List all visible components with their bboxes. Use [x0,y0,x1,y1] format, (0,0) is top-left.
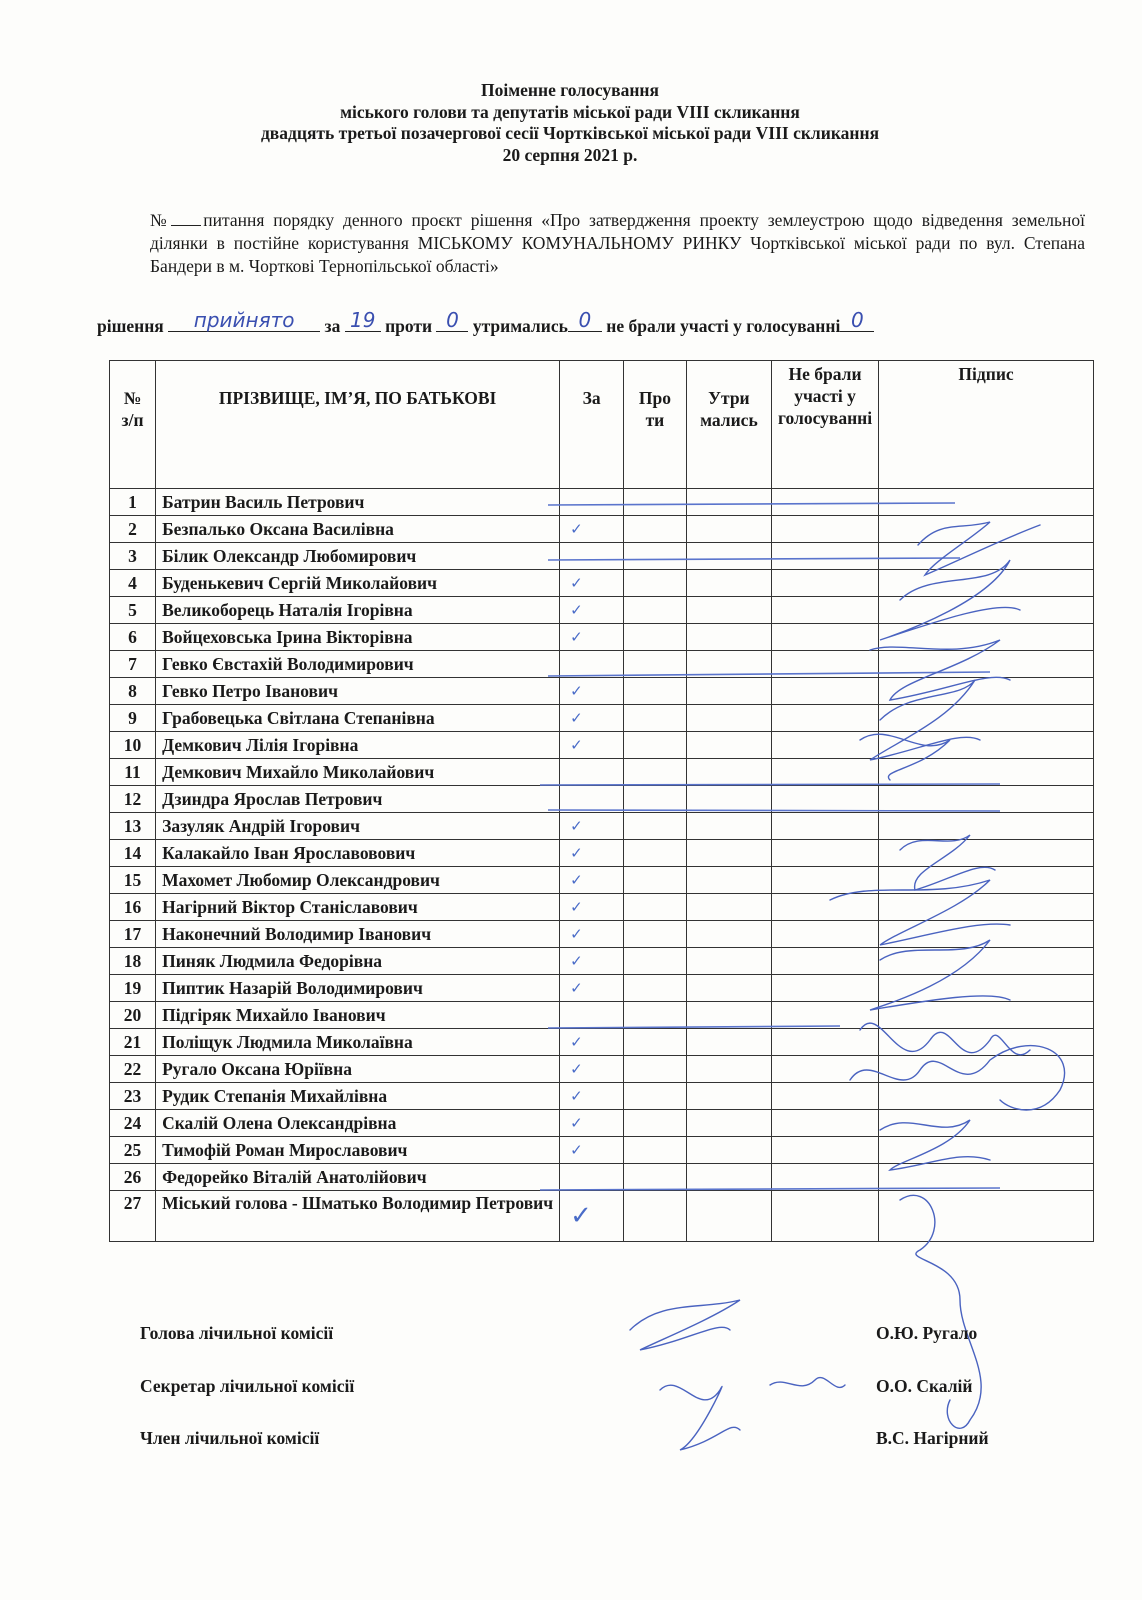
row-number: 8 [110,678,156,705]
vote-for-mark: ✓ [560,1056,624,1083]
vote-for-mark: ✓ [560,975,624,1002]
secretary-label: Секретар лічильної комісії [140,1376,355,1396]
deputy-name: Демкович Михайло Миколайович [156,759,560,786]
row-number: 19 [110,975,156,1002]
abstained-value: 0 [578,308,592,332]
vote-for-mark: ✓ [560,813,624,840]
question-number-prefix: № [150,210,172,230]
deputy-name: Гевко Євстахій Володимирович [156,651,560,678]
row-number: 6 [110,624,156,651]
row-number: 7 [110,651,156,678]
row-number: 25 [110,1137,156,1164]
deputy-name: Грабовецька Світлана Степанівна [156,705,560,732]
deputy-name: Зазуляк Андрій Ігорович [156,813,560,840]
row-number: 20 [110,1002,156,1029]
row-number: 12 [110,786,156,813]
title-line-3: двадцять третьої позачергової сесії Чортківської міської ради VIII скликання [260,123,880,143]
row-number: 10 [110,732,156,759]
row-number: 14 [110,840,156,867]
deputy-name: Федорейко Віталій Анатолійович [156,1164,560,1191]
row-number: 18 [110,948,156,975]
vote-for-mark: ✓ [560,1137,624,1164]
title-line-2: міського голови та депутатів міської ради VIII скликання [340,101,800,122]
deputy-name: Поліщук Людмила Миколаївна [156,1029,560,1056]
row-number: 11 [110,759,156,786]
deputy-name: Батрин Василь Петрович [156,489,560,516]
header-num: № з/п [110,361,156,489]
deputy-name: Войцеховська Ірина Вікторівна [156,624,560,651]
vote-for-mark: ✓ [560,705,624,732]
against-value: 0 [446,308,459,332]
vote-for-mark: ✓ [560,624,624,651]
vote-for-mark: ✓ [560,1191,624,1242]
row-number: 4 [110,570,156,597]
deputy-name: Наконечний Володимир Іванович [156,921,560,948]
deputy-name: Пиптик Назарій Володимирович [156,975,560,1002]
for-label: за [324,316,341,336]
vote-for-mark: ✓ [560,516,624,543]
header-name: ПРІЗВИЩЕ, ІМ’Я, ПО БАТЬКОВІ [156,361,560,489]
row-number: 15 [110,867,156,894]
row-number: 9 [110,705,156,732]
deputy-name: Демкович Лілія Ігорівна [156,732,560,759]
against-label: проти [385,316,433,336]
for-value: 19 [349,308,376,332]
not-voted-label: не брали участі у голосуванні [606,316,841,336]
deputy-name: Скалій Олена Олександрівна [156,1110,560,1137]
row-number: 2 [110,516,156,543]
vote-for-mark: ✓ [560,1110,624,1137]
deputy-name: Білик Олександр Любомирович [156,543,560,570]
deputy-name: Великоборець Наталія Ігорівна [156,597,560,624]
deputy-name: Нагірний Віктор Станіславович [156,894,560,921]
vote-for-mark: ✓ [560,894,624,921]
row-number: 27 [110,1191,156,1242]
row-number: 3 [110,543,156,570]
deputy-name: Ругало Оксана Юріївна [156,1056,560,1083]
row-number: 16 [110,894,156,921]
deputy-name: Рудик Степанія Михайлівна [156,1083,560,1110]
not-voted-value: 0 [850,308,864,332]
header-signature: Підпис [879,361,1094,489]
row-number: 22 [110,1056,156,1083]
row-number: 21 [110,1029,156,1056]
member-label: Член лічильної комісії [140,1428,320,1448]
row-number: 13 [110,813,156,840]
header-not-voted: Не брали участі у голосуванні [772,361,879,489]
vote-for-mark: ✓ [560,1083,624,1110]
vote-for-mark: ✓ [560,948,624,975]
vote-for-mark: ✓ [560,597,624,624]
row-number: 1 [110,489,156,516]
question-text: питання порядку денного проєкт рішення «Про затвердження проекту землеустрою щодо відведення земельної ділянки в постійне користування МІСЬКОМУ КОМУНАЛЬНОМУ РИНКУ Чортківської міської ради по вул. Степана Бандери в м. Чорткові Тернопільської області» [150,210,1085,276]
decision-label: рішення [97,316,164,336]
row-number: 26 [110,1164,156,1191]
row-number: 5 [110,597,156,624]
secretary-name: О.О. Скалій [876,1376,973,1396]
deputy-name: Пиняк Людмила Федорівна [156,948,560,975]
chair-label: Голова лічильної комісії [140,1323,334,1343]
member-name: В.С. Нагірний [876,1428,989,1448]
header-abstained: Утри мались [686,361,771,489]
header-for: За [560,361,624,489]
row-number: 24 [110,1110,156,1137]
deputy-name: Калакайло Іван Ярославовович [156,840,560,867]
vote-for-mark: ✓ [560,570,624,597]
chair-name: О.Ю. Ругало [876,1323,978,1343]
vote-for-mark: ✓ [560,921,624,948]
deputy-name: Підгіряк Михайло Іванович [156,1002,560,1029]
deputy-name: Дзиндра Ярослав Петрович [156,786,560,813]
row-number: 23 [110,1083,156,1110]
header-against: Про ти [624,361,687,489]
vote-for-mark: ✓ [560,840,624,867]
vote-for-mark: ✓ [560,732,624,759]
vote-for-mark: ✓ [560,1029,624,1056]
deputy-name: Міський голова - Шматько Володимир Петрович [156,1191,560,1242]
title-line-4: 20 серпня 2021 р. [502,144,638,165]
vote-for-mark: ✓ [560,678,624,705]
abstained-label: утримались [472,316,568,336]
title-line-1: Поіменне голосування [481,80,659,100]
deputy-name: Махомет Любомир Олександрович [156,867,560,894]
deputy-name: Буденькевич Сергій Миколайович [156,570,560,597]
row-number: 17 [110,921,156,948]
vote-for-mark: ✓ [560,867,624,894]
decision-result: прийнято [193,308,295,332]
deputy-name: Гевко Петро Іванович [156,678,560,705]
deputy-name: Безпалько Оксана Василівна [156,516,560,543]
deputy-name: Тимофій Роман Мирославович [156,1137,560,1164]
